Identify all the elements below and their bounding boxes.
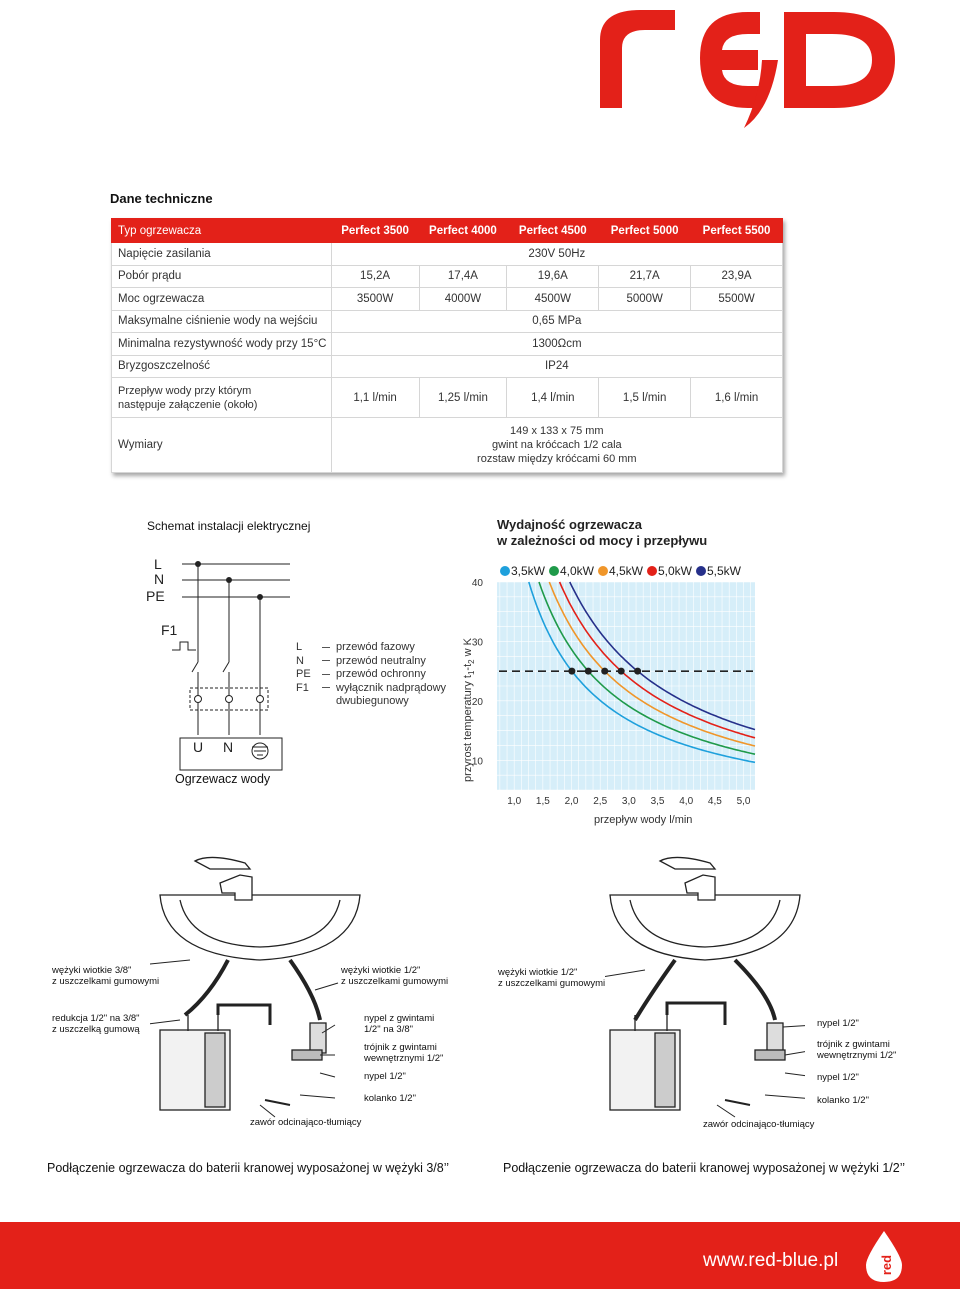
plumb-label: wężyki wiotkie 1/2" z uszczelkami gumowymi	[341, 965, 449, 987]
plumb-label: nypel 1/2"	[817, 1072, 859, 1083]
breaker-label: F1	[161, 622, 178, 638]
header-cell: Perfect 3500	[331, 219, 419, 243]
row-label: Maksymalne ciśnienie wody na wejściu	[112, 310, 332, 333]
chart-xlabel: przepływ wody l/min	[594, 814, 693, 826]
electrical-legend	[296, 641, 446, 709]
cell: 1,25 l/min	[419, 378, 507, 418]
cell: 15,2A	[331, 265, 419, 288]
plumbing-diagram-right	[605, 855, 805, 1155]
table-row	[112, 288, 783, 311]
header-cell: Perfect 4000	[419, 219, 507, 243]
table-row	[112, 355, 783, 378]
cell: 1,6 l/min	[691, 378, 783, 418]
plumb-label: nypel 1/2"	[817, 1018, 859, 1029]
brand-logo	[0, 0, 960, 150]
table-row	[112, 418, 783, 473]
svg-text:red: red	[879, 1254, 894, 1276]
plumb-label: nypel 1/2"	[364, 1071, 406, 1082]
x-tick-label: 1,5	[535, 796, 550, 807]
cell: 4500W	[507, 288, 599, 311]
row-label: Minimalna rezystywność wody przy 15°C	[112, 333, 332, 356]
legend-marker	[598, 566, 608, 576]
plumb-label: redukcja 1/2" na 3/8" z uszczelką gumową	[52, 1013, 140, 1035]
row-label: Moc ogrzewacza	[112, 288, 332, 311]
terminal-label: N	[223, 739, 234, 755]
cell: IP24	[331, 355, 782, 378]
x-tick-label: 3,0	[621, 796, 636, 807]
table-header	[112, 219, 783, 243]
cell: 1,1 l/min	[331, 378, 419, 418]
electrical-diagram	[140, 550, 300, 800]
performance-chart	[455, 560, 775, 840]
cell: 1300Ωcm	[331, 333, 782, 356]
x-tick-label: 4,5	[707, 796, 722, 807]
header-cell: Perfect 5500	[691, 219, 783, 243]
legend-label: 5,5kW	[707, 564, 742, 578]
legend-marker	[696, 566, 706, 576]
plumb-label: wężyki wiotkie 3/8" z uszczelkami gumowymi	[52, 965, 160, 987]
terminal-label: U	[193, 739, 204, 755]
legend-row: F1 wyłącznik nadprądowy	[296, 681, 447, 694]
cell: 5500W	[691, 288, 783, 311]
plumb-label: kolanko 1/2"	[817, 1095, 869, 1106]
chart-title: Wydajność ogrzewacza w zależności od mocy i przepływu	[497, 517, 708, 548]
row-label: Wymiary	[112, 418, 332, 473]
plumb-label: zawór odcinająco-tłumiący	[250, 1117, 362, 1128]
x-tick-label: 2,0	[564, 796, 579, 807]
cell: 1,5 l/min	[599, 378, 691, 418]
cell: 19,6A	[507, 265, 599, 288]
cell: 3500W	[331, 288, 419, 311]
reference-point	[585, 668, 592, 675]
cell: 23,9A	[691, 265, 783, 288]
chart-ylabel: przyrost temperatury $t_1-t_2$ w K	[462, 637, 476, 782]
legend-row: L przewód fazowy	[296, 641, 415, 653]
table-row	[112, 265, 783, 288]
legend-row: dwubiegunowy	[336, 695, 409, 707]
cell: 230V 50Hz	[331, 243, 782, 266]
legend-row: PE przewód ochronny	[296, 668, 426, 680]
header-cell: Perfect 4500	[507, 219, 599, 243]
legend-marker	[549, 566, 559, 576]
x-tick-label: 1,0	[507, 796, 522, 807]
reference-point	[601, 668, 608, 675]
plumb-label: trójnik z gwintami wewnętrznymi 1/2"	[364, 1042, 444, 1064]
line-label: N	[154, 571, 165, 587]
legend-row: N przewód neutralny	[296, 654, 426, 667]
reference-point	[618, 668, 625, 675]
y-tick-label: 40	[471, 578, 483, 589]
cell: 5000W	[599, 288, 691, 311]
device-label: Ogrzewacz wody	[175, 772, 271, 786]
x-tick-label: 3,5	[650, 796, 665, 807]
caption-right: Podłączenie ogrzewacza do baterii kranowej wyposażonej w wężyki 1/2’’	[503, 1161, 906, 1175]
legend-label: 5,0kW	[658, 564, 693, 578]
y-tick-label: 20	[471, 696, 483, 708]
table-row	[112, 333, 783, 356]
plumb-label: zawór odcinająco-tłumiący	[703, 1119, 815, 1130]
legend-marker	[647, 566, 657, 576]
cell: 149 x 133 x 75 mm gwint na króćcach 1/2 cala rozstaw między króćcami 60 mm	[331, 418, 782, 473]
plumb-label: kolanko 1/2"	[364, 1093, 416, 1104]
row-label: Przepływ wody przy którym następuje załączenie (około)	[112, 378, 332, 418]
footer-logo-drop	[862, 1229, 906, 1284]
plumbing-diagram-left	[150, 855, 410, 1155]
legend-marker	[500, 566, 510, 576]
cell: 21,7A	[599, 265, 691, 288]
header-cell: Perfect 5000	[599, 219, 691, 243]
reference-point	[568, 668, 575, 675]
reference-point	[634, 668, 641, 675]
legend-label: 4,0kW	[560, 564, 595, 578]
spec-table	[111, 218, 783, 473]
plumb-label: wężyki wiotkie 1/2" z uszczelkami gumowymi	[498, 967, 606, 989]
row-label: Napięcie zasilania	[112, 243, 332, 266]
cell: 1,4 l/min	[507, 378, 599, 418]
y-tick-label: 10	[471, 756, 483, 768]
legend-label: 3,5kW	[511, 564, 546, 578]
table-row	[112, 310, 783, 333]
line-label: PE	[146, 588, 165, 604]
line-label: L	[154, 556, 162, 572]
row-label: Bryzgoszczelność	[112, 355, 332, 378]
x-tick-label: 2,5	[593, 796, 608, 807]
table-row	[112, 378, 783, 418]
caption-left: Podłączenie ogrzewacza do baterii kranowej wyposażonej w wężyki 3/8’’	[47, 1161, 450, 1175]
website-link[interactable]: www.red-blue.pl	[703, 1250, 839, 1271]
plumb-label: nypel z gwintami 1/2" na 3/8"	[364, 1013, 435, 1035]
legend-label: 4,5kW	[609, 564, 644, 578]
cell: 4000W	[419, 288, 507, 311]
cell: 0,65 MPa	[331, 310, 782, 333]
table-row	[112, 243, 783, 266]
header-cell: Typ ogrzewacza	[112, 219, 332, 243]
section-title: Dane techniczne	[110, 191, 213, 206]
cell: 17,4A	[419, 265, 507, 288]
y-tick-label: 30	[471, 637, 483, 649]
electrical-title: Schemat instalacji elektrycznej	[147, 519, 311, 533]
x-tick-label: 5,0	[736, 796, 751, 807]
x-tick-label: 4,0	[679, 796, 694, 807]
plumb-label: trójnik z gwintami wewnętrznymi 1/2"	[817, 1039, 897, 1061]
row-label: Pobór prądu	[112, 265, 332, 288]
